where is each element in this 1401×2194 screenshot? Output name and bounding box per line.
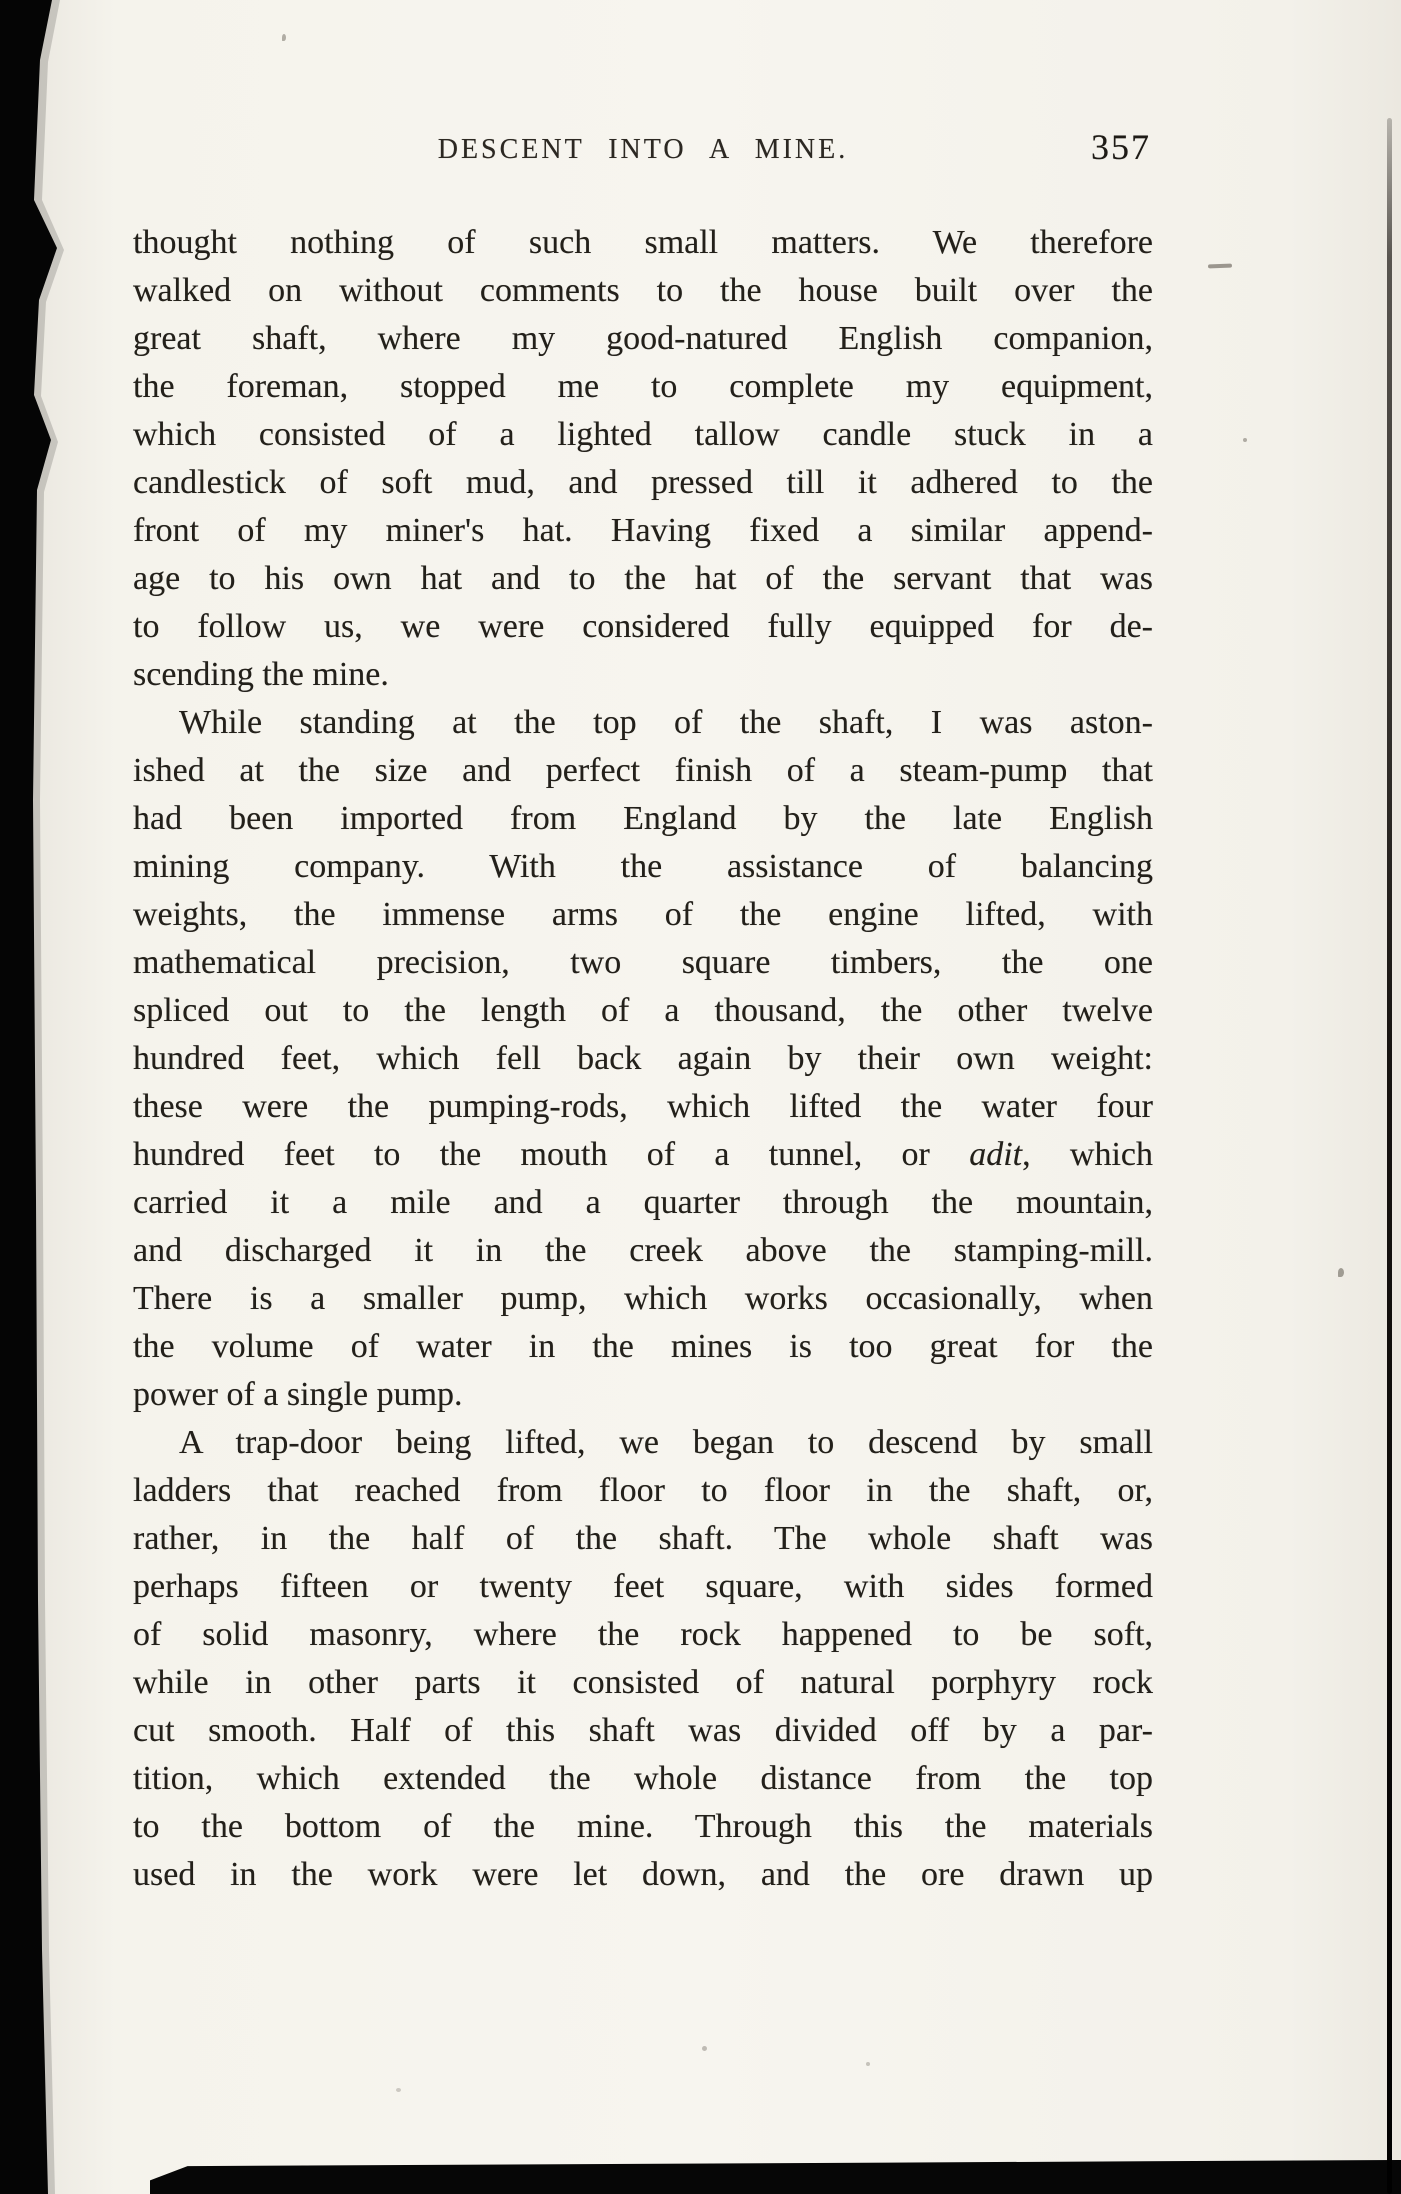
text-line: mining company. With the assistance of balancing (133, 848, 1153, 885)
paragraph (133, 219, 1153, 699)
text-line: spliced out to the length of a thousand, the other twelve (133, 992, 1153, 1029)
text-line: thought nothing of such small matters. We therefore (133, 224, 1153, 261)
paragraph (133, 1419, 1153, 1899)
scan-speck (282, 34, 286, 41)
text-block (133, 219, 1153, 1899)
text-line: perhaps fifteen or twenty feet square, with sides formed (133, 1568, 1153, 1605)
running-title: DESCENT INTO A MINE. (437, 134, 849, 165)
text-line: these were the pumping-rods, which lifted the water four (133, 1088, 1153, 1125)
text-line: of solid masonry, where the rock happened to be soft, (133, 1616, 1153, 1653)
text-line: carried it a mile and a quarter through the mountain, (133, 1184, 1153, 1221)
text-line: A trap-door being lifted, we began to descend by small (179, 1424, 1153, 1461)
page-number: 357 (1091, 127, 1151, 167)
text-line: walked on without comments to the house built over the (133, 272, 1153, 309)
text-line: power of a single pump. (133, 1376, 463, 1413)
scan-speck (1338, 1268, 1344, 1277)
text-line: ladders that reached from floor to floor in the shaft, or, (133, 1472, 1153, 1509)
text-line: to the bottom of the mine. Through this the materials (133, 1808, 1153, 1845)
text-line: tition, which extended the whole distance from the top (133, 1760, 1153, 1797)
text-line: rather, in the half of the shaft. The whole shaft was (133, 1520, 1153, 1557)
text-line: which consisted of a lighted tallow candle stuck in a (133, 416, 1153, 453)
text-line: scending the mine. (133, 656, 389, 693)
text-line: front of my miner's hat. Having fixed a similar append- (133, 512, 1153, 549)
text-line: to follow us, we were considered fully equipped for de- (133, 608, 1153, 645)
bottom-scan-bar (150, 2160, 1401, 2194)
text-line: ished at the size and perfect finish of a steam-pump that (133, 752, 1153, 789)
text-line: There is a smaller pump, which works occasionally, when (133, 1280, 1153, 1317)
scan-speck (1208, 264, 1232, 269)
text-line: used in the work were let down, and the ore drawn up (133, 1856, 1153, 1893)
scan-speck (702, 2046, 707, 2051)
paragraph (133, 699, 1153, 1419)
text-line: age to his own hat and to the hat of the servant that was (133, 560, 1153, 597)
text-line: hundred feet, which fell back again by their own weight: (133, 1040, 1153, 1077)
text-line: had been imported from England by the late English (133, 800, 1153, 837)
text-line: hundred feet to the mouth of a tunnel, or adit, which (133, 1136, 1153, 1173)
text-line: great shaft, where my good-natured English companion, (133, 320, 1153, 357)
text-line: mathematical precision, two square timbers, the one (133, 944, 1153, 981)
text-line: while in other parts it consisted of natural porphyry rock (133, 1664, 1153, 1701)
scan-speck (396, 2088, 401, 2092)
text-line: weights, the immense arms of the engine lifted, with (133, 896, 1153, 933)
text-line: and discharged it in the creek above the stamping-mill. (133, 1232, 1153, 1269)
text-line: the foreman, stopped me to complete my equipment, (133, 368, 1153, 405)
text-line: the volume of water in the mines is too great for the (133, 1328, 1153, 1365)
page-header (133, 126, 1153, 174)
binding-edge-icon (0, 0, 80, 2194)
text-line: While standing at the top of the shaft, I was aston- (179, 704, 1153, 741)
right-page-edge (1387, 118, 1392, 2194)
text-line: candlestick of soft mud, and pressed till it adhered to the (133, 464, 1153, 501)
scan-speck (1243, 438, 1247, 442)
scan-speck (866, 2062, 870, 2066)
text-line: cut smooth. Half of this shaft was divided off by a par- (133, 1712, 1153, 1749)
